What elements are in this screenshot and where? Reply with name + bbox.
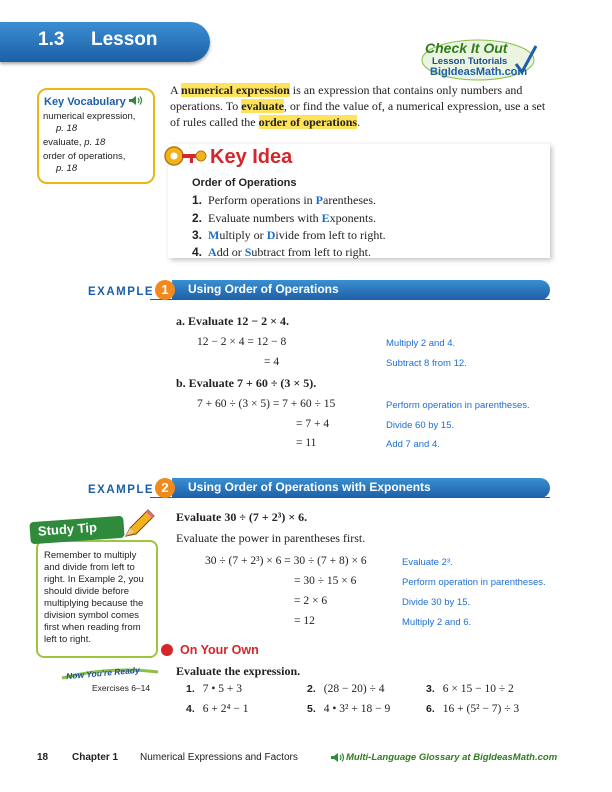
footer-chapter: Chapter 1 [72, 752, 119, 763]
intro-paragraph: A numerical expression is an expression that contains only numbers and operations. To evaluate, or find the value of, a numerical expression, use a set of rules called the order of operations. [170, 83, 546, 129]
speaker-icon[interactable] [129, 95, 143, 106]
on-your-own-instruction: Evaluate the expression. [176, 664, 301, 678]
equation-line: 30 ÷ (7 + 2³) × 6 = 30 ÷ (7 + 8) × 6 [205, 555, 367, 567]
example-1-title-bar [172, 280, 550, 300]
example-label: EXAMPLE [88, 484, 155, 496]
red-dot-icon [160, 643, 174, 657]
lesson-banner [0, 22, 210, 62]
vocab-page: p. 18 [56, 163, 78, 174]
vocab-term[interactable]: evaluate, p. 18 [43, 137, 106, 148]
key-idea-title: Key Idea [210, 146, 293, 168]
vocab-page: p. 18 [56, 123, 78, 134]
example-2-number: 2 [155, 478, 175, 498]
step-note: Perform operation in parentheses. [402, 577, 546, 588]
now-youre-ready-label: Now You're Ready [65, 664, 141, 682]
vocab-term[interactable]: order of operations, [43, 151, 126, 162]
exercise-item: 3. 6 × 15 − 10 ÷ 2 [426, 683, 514, 695]
equation-line: = 12 [294, 615, 315, 627]
footer-chapter-title: Numerical Expressions and Factors [140, 752, 298, 763]
order-step: 2. Evaluate numbers with Exponents. [192, 211, 377, 225]
example-label: EXAMPLE [88, 286, 155, 298]
term-numerical-expression: numerical expression [181, 83, 290, 97]
step-note: Divide 60 by 15. [386, 420, 455, 431]
step-note: Subtract 8 from 12. [386, 358, 467, 369]
equation-line: 12 − 2 × 4 = 12 − 8 [197, 336, 287, 348]
check-it-out-title[interactable]: Check It Out [425, 40, 508, 56]
key-vocabulary-title: Key Vocabulary [44, 95, 143, 108]
exercise-item: 1. 7 • 5 + 3 [186, 683, 243, 695]
speaker-icon[interactable] [331, 752, 345, 763]
term-evaluate: evaluate [241, 99, 284, 113]
equation-line: = 7 + 4 [296, 418, 330, 430]
on-your-own-title: On Your Own [180, 643, 259, 657]
equation-line: = 11 [296, 437, 317, 449]
equation-line: = 30 ÷ 15 × 6 [294, 575, 357, 587]
order-step: 1. Perform operations in Parentheses. [192, 193, 376, 207]
equation-line: = 2 × 6 [294, 595, 328, 607]
example-1-title: Using Order of Operations [188, 282, 339, 296]
site-link[interactable]: BigIdeasMath.com [430, 66, 528, 78]
step-note: Perform operation in parentheses. [386, 400, 530, 411]
equation-line: 7 + 60 ÷ (3 × 5) = 7 + 60 ÷ 15 [197, 398, 336, 410]
study-tip-title: Study Tip [37, 519, 98, 539]
pencil-icon [124, 508, 156, 538]
exercise-item: 2. (28 − 20) ÷ 4 [307, 683, 385, 695]
exercise-item: 6. 16 + (5² − 7) ÷ 3 [426, 703, 520, 715]
step-note: Multiply 2 and 4. [386, 338, 456, 349]
example-2-instruction: Evaluate the power in parentheses first. [176, 531, 366, 545]
exercises-reference[interactable]: Exercises 6–14 [92, 683, 151, 693]
example-1b-prompt: b. Evaluate 7 + 60 ÷ (3 × 5). [176, 376, 317, 390]
exercise-item: 5. 4 • 3² + 18 − 9 [307, 703, 391, 715]
equation-line: = 4 [264, 356, 280, 368]
key-icon [164, 142, 208, 170]
lesson-tutorials-label: Lesson Tutorials [432, 56, 508, 67]
step-note: Add 7 and 4. [386, 439, 440, 450]
term-order-of-operations: order of operations [258, 115, 358, 129]
lesson-label: Lesson [91, 29, 158, 50]
example-1-number: 1 [155, 280, 175, 300]
study-tip-text: Remember to multiply and divide from left to right. In Example 2, you should divide before multiplying because the division symbol comes first when reading from left to right. [44, 550, 144, 645]
order-step: 4. Add or Subtract from left to right. [192, 245, 372, 259]
step-note: Multiply 2 and 6. [402, 617, 472, 628]
example-2-prompt: Evaluate 30 ÷ (7 + 2³) × 6. [176, 510, 308, 524]
lesson-number: 1.3 [38, 29, 65, 50]
step-note: Divide 30 by 15. [402, 597, 471, 608]
page-number: 18 [37, 752, 49, 763]
example-2-title: Using Order of Operations with Exponents [188, 480, 431, 494]
order-of-operations-heading: Order of Operations [192, 177, 297, 189]
order-step: 3. Multiply or Divide from left to right. [192, 228, 386, 242]
vocab-page: p. 18 [84, 137, 106, 148]
step-note: Evaluate 2³. [402, 557, 453, 568]
example-1a-prompt: a. Evaluate 12 − 2 × 4. [176, 314, 290, 328]
vocab-term[interactable]: numerical expression, [43, 111, 136, 122]
glossary-link[interactable]: Multi-Language Glossary at BigIdeasMath.com [346, 752, 558, 763]
example-2-title-bar [172, 478, 550, 498]
exercise-item: 4. 6 + 2⁴ − 1 [186, 703, 249, 715]
